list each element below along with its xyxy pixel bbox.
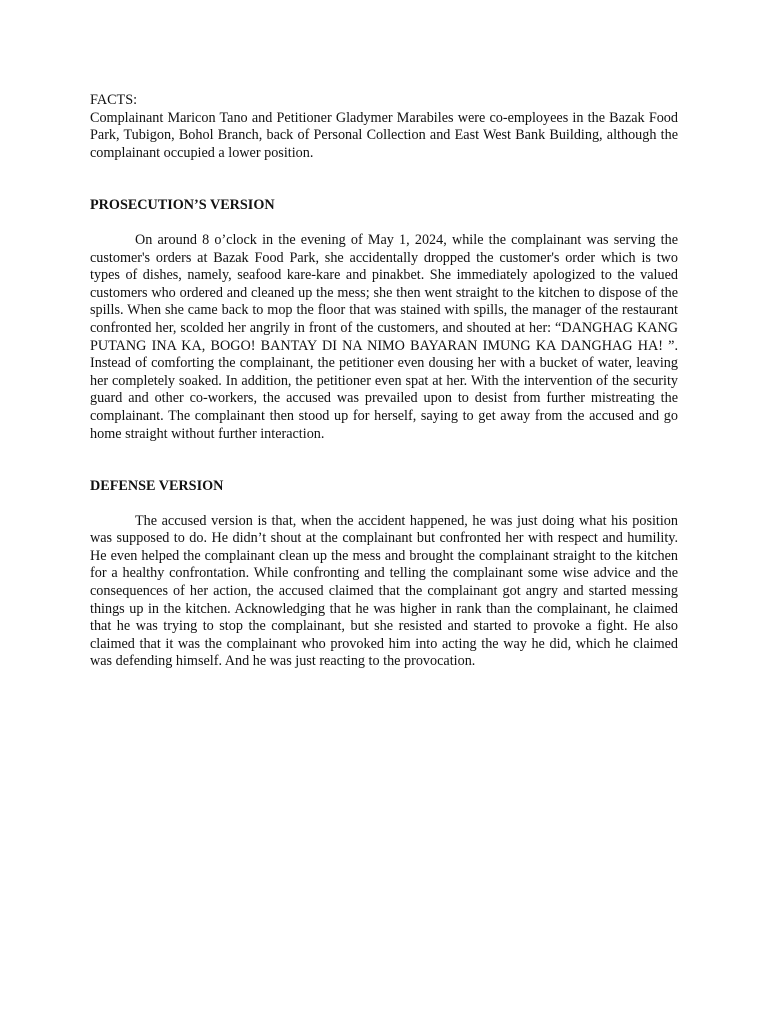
- facts-paragraph: Complainant Maricon Tano and Petitioner Gladymer Marabiles were co-employees in the Bazak Food Park, Tubigon, Bohol Branch, back of Personal Collection and East West Bank Building, although the complainant occupied a lower position.: [90, 109, 678, 161]
- defense-paragraph: The accused version is that, when the accident happened, he was just doing what his position was supposed to do. He didn’t shout at the complainant but confronted her with respect and humility. He even helped the complainant clean up the mess and brought the complainant straight to the kitchen for a healthy confrontation. While confronting and telling the complainant some wise advice and the consequences of her action, the accused claimed that the complainant got angry and started messing things up in the kitchen. Acknowledging that he was higher in rank than the complainant, he claimed that he was trying to stop the complainant, but she resisted and started to provoke a fight. He also claimed that it was the complainant who provoked him into acting the way he did, which he claimed was defending himself. And he was just reacting to the provocation.: [90, 512, 678, 670]
- facts-label: FACTS:: [90, 92, 138, 108]
- prosecution-heading: PROSECUTION’S VERSION: [90, 197, 275, 214]
- prosecution-paragraph: On around 8 o’clock in the evening of May 1, 2024, while the complainant was serving the customer's orders at Bazak Food Park, she accidentally dropped the customer's order which is two types of dishes, namely, seafood kare-kare and pinakbet. She immediately apologized to the valued customers who ordered and cleaned up the mess; she then went straight to the kitchen to dispose of the spills. When she came back to mop the floor that was stained with spills, the manager of the restaurant confronted her, scolded her angrily in front of the customers, and shouted at her: “DANGHAG KANG PUTANG INA KA, BOGO! BANTAY DI NA NIMO BAYARAN IMUNG KA DANGHAG HA! ”. Instead of comforting the complainant, the petitioner even dousing her with a bucket of water, leaving her completely soaked. In addition, the petitioner even spat at her. With the intervention of the security guard and other co-workers, the accused was prevailed upon to desist from further mistreating the complainant. The complainant then stood up for herself, saying to get away from the accused and go home straight without further interaction.: [90, 231, 678, 442]
- document-page: [90, 92, 678, 671]
- defense-heading: DEFENSE VERSION: [90, 478, 224, 495]
